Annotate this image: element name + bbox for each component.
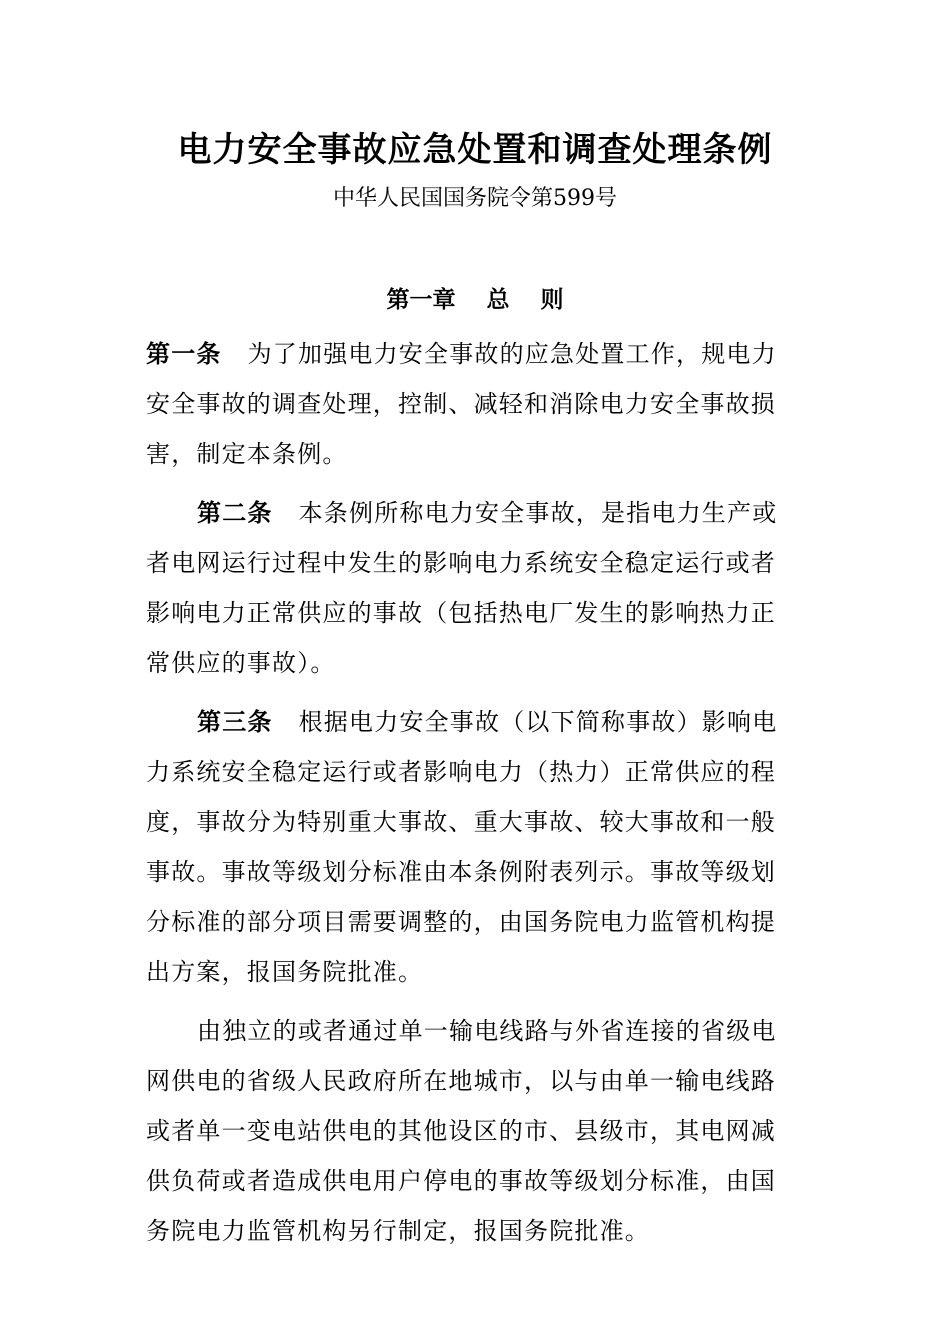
article-label: 第一条 (146, 339, 222, 368)
article-2 (146, 488, 786, 688)
article-1 (146, 329, 786, 479)
paragraph-line (146, 488, 786, 538)
paragraph-line: 事故。事故等级划分标准由本条例附表列示。事故等级划 (146, 858, 776, 886)
paragraph-line: 害，制定本条例。 (146, 440, 348, 468)
paragraph-line: 务院电力监管机构另行制定，报国务院批准。 (146, 1217, 650, 1245)
paragraph-line: 由独立的或者通过单一输电线路与外省连接的省级电 (197, 1017, 777, 1045)
paragraph-line (146, 697, 786, 747)
paragraph-line (146, 329, 786, 379)
line-text: 本条例所称电力安全事故，是指电力生产或 (298, 499, 778, 527)
line-text: 为了加强电力安全事故的应急处置工作，规电力 (247, 340, 777, 368)
paragraph-line: 安全事故的调查处理，控制、减轻和消除电力安全事故损 (146, 390, 776, 418)
paragraph-line: 网供电的省级人民政府所在地城市，以与由单一输电线路 (146, 1067, 776, 1095)
line-text: 根据电力安全事故（以下简称事故）影响电 (298, 708, 778, 736)
paragraph-line: 供负荷或者造成供电用户停电的事故等级划分标准，由国 (146, 1167, 776, 1195)
article-3 (146, 697, 786, 997)
paragraph-line: 影响电力正常供应的事故（包括热电厂发生的影响热力正 (146, 599, 776, 627)
paragraph-line: 出方案，报国务院批准。 (146, 958, 424, 986)
paragraph-line: 度，事故分为特别重大事故、重大事故、较大事故和一般 (146, 808, 776, 836)
paragraph-line: 力系统安全稳定运行或者影响电力（热力）正常供应的程 (146, 758, 776, 786)
paragraph-line: 常供应的事故）。 (146, 649, 336, 677)
paragraph-line: 者电网运行过程中发生的影响电力系统安全稳定运行或者 (146, 549, 776, 577)
paragraph-line: 或者单一变电站供电的其他设区的市、县级市，其电网减 (146, 1117, 776, 1145)
document-subtitle: 中华人民国国务院令第599号 (333, 186, 617, 211)
document-title: 电力安全事故应急处置和调查处理条例 (177, 130, 773, 170)
document-body (146, 329, 786, 1256)
paragraph-line: 分标准的部分项目需要调整的，由国务院电力监管机构提 (146, 908, 776, 936)
article-label: 第三条 (197, 707, 273, 736)
article-label: 第二条 (197, 498, 273, 527)
chapter-heading: 第一章 总 则 (386, 286, 564, 313)
article-3-paragraph-2 (146, 1006, 786, 1256)
